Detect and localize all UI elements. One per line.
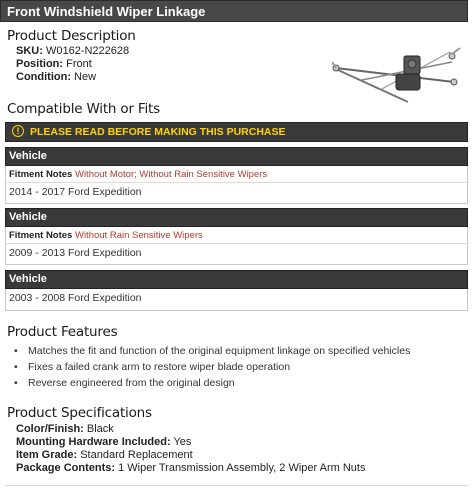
- compat-heading: Compatible With or Fits: [7, 101, 160, 117]
- vehicle-block-3: [5, 289, 468, 311]
- spec-package: Package Contents: 1 Wiper Transmission Assembly, 2 Wiper Arm Nuts: [16, 462, 366, 474]
- spec-grade: Item Grade: Standard Replacement: [16, 449, 193, 461]
- vehicle-years: 2014 - 2017 Ford Expedition: [9, 186, 142, 198]
- vehicle-years: 2003 - 2008 Ford Expedition: [9, 292, 142, 304]
- sku-row: SKU: W0162-N222628: [16, 45, 130, 57]
- fitment-notes: Fitment Notes Without Rain Sensitive Wipers: [9, 230, 203, 241]
- specs-heading: Product Specifications: [7, 405, 152, 421]
- exclamation-circle-icon: !: [12, 125, 24, 137]
- spec-color: Color/Finish: Black: [16, 423, 114, 435]
- position-row: Position: Front: [16, 58, 92, 70]
- warning-text: PLEASE READ BEFORE MAKING THIS PURCHASE: [30, 126, 286, 138]
- vehicle-header: Vehicle: [5, 208, 468, 227]
- list-item: • Reverse engineered from the original design: [14, 376, 410, 392]
- row-divider: [6, 182, 467, 183]
- fitment-notes: Fitment Notes Without Motor; Without Rain Sensitive Wipers: [9, 169, 268, 180]
- list-item: • Fixes a failed crank arm to restore wiper blade operation: [14, 360, 410, 376]
- page-title: Front Windshield Wiper Linkage: [0, 0, 468, 22]
- description-heading: Product Description: [7, 28, 136, 44]
- vehicle-block-2: [5, 227, 468, 265]
- product-image: [332, 42, 462, 106]
- wiper-linkage-drawing: [332, 48, 460, 102]
- footer-divider: [5, 485, 468, 486]
- vehicle-header: Vehicle: [5, 147, 468, 166]
- vehicle-block-1: [5, 166, 468, 204]
- purchase-warning-banner: [5, 122, 468, 142]
- vehicle-header: Vehicle: [5, 270, 468, 289]
- vehicle-years: 2009 - 2013 Ford Expedition: [9, 247, 142, 259]
- spec-hardware: Mounting Hardware Included: Yes: [16, 436, 192, 448]
- condition-row: Condition: New: [16, 71, 97, 83]
- features-list: [14, 344, 410, 392]
- row-divider: [6, 243, 467, 244]
- features-heading: Product Features: [7, 324, 118, 340]
- list-item: • Matches the fit and function of the original equipment linkage on specified vehicles: [14, 344, 410, 360]
